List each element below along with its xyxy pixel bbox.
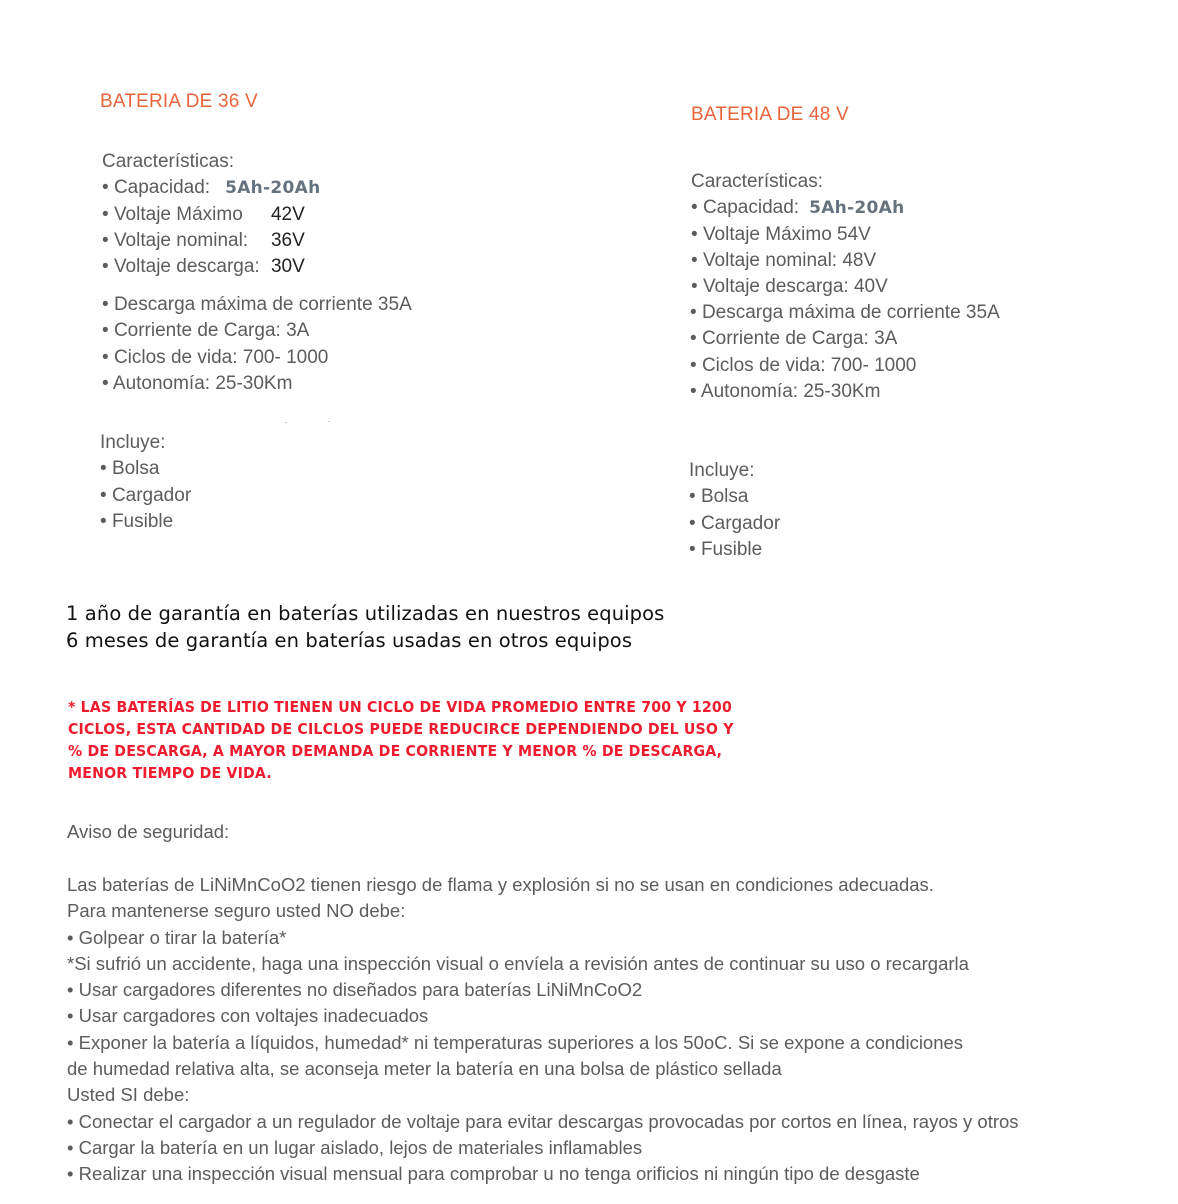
- battery-48v-features: [691, 169, 905, 300]
- stray-mark: [328, 421, 330, 422]
- warranty-notice: [66, 600, 664, 654]
- warranty-line: 1 año de garantía en baterías utilizadas en nuestros equipos: [66, 602, 665, 625]
- battery-48v-includes: [689, 458, 780, 563]
- spec-label: Capacidad:: [113, 177, 211, 199]
- spec-item: • Descarga máxima de corriente 35A: [690, 300, 1000, 326]
- safety-footnote: *Si sufrió un accidente, haga una inspección visual o envíela a revisión antes de continuar su uso o recargarla: [67, 952, 969, 974]
- features-heading: Características:: [102, 151, 234, 172]
- spec-item: • Autonomía: 25-30Km: [690, 379, 1000, 405]
- battery-36v-title: BATERIA DE 36 V: [100, 91, 258, 112]
- alert-line: CICLOS, ESTA CANTIDAD DE CILCLOS PUEDE REDUCIRCE DEPENDIENDO DEL USO Y: [68, 720, 734, 738]
- safety-heading: Aviso de seguridad:: [67, 821, 230, 842]
- include-item: • Bolsa: [100, 456, 191, 482]
- features-heading: Características:: [691, 171, 823, 192]
- must-not-item: • Usar cargadores con voltajes inadecuados: [67, 1003, 1019, 1029]
- spec-item: • Descarga máxima de corriente 35A: [102, 292, 412, 318]
- spec-value: 36V: [270, 229, 305, 251]
- spec-label: Voltaje nominal:: [113, 229, 249, 251]
- includes-heading: Incluye:: [689, 460, 755, 481]
- battery-36v-includes: [100, 430, 191, 535]
- must-item: • Realizar una inspección visual mensual para comprobar u no tenga orificios ni ningún tipo de desgaste: [67, 1161, 1019, 1187]
- alert-line: * LAS BATERÍAS DE LITIO TIENEN UN CICLO DE VIDA PROMEDIO ENTRE 700 Y 1200: [68, 698, 732, 716]
- warranty-line: 6 meses de garantía en baterías usadas en otros equipos: [66, 629, 633, 652]
- must-not-item: • Golpear o tirar la batería*: [67, 925, 1019, 951]
- spec-value: 42V: [270, 203, 305, 225]
- spec-item: • Autonomía: 25-30Km: [102, 371, 412, 397]
- spec-capacity: [102, 175, 321, 201]
- must-item: • Cargar la batería en un lugar aislado, lejos de materiales inflamables: [67, 1135, 1019, 1161]
- must-not-item: • Usar cargadores diferentes no diseñados para baterías LiNiMnCoO2: [67, 977, 1019, 1003]
- stray-mark: [285, 422, 287, 423]
- battery-48v-specs: [690, 300, 1000, 405]
- spec-item: • Corriente de Carga: 3A: [690, 326, 1000, 352]
- spec-value: 5Ah-20Ah: [225, 178, 321, 199]
- include-item: • Cargador: [100, 483, 191, 509]
- must-not-item: • Exponer la batería a líquidos, humedad* ni temperaturas superiores a los 50oC. Si se expone a condiciones: [67, 1030, 1019, 1056]
- must-heading: Usted SI debe:: [67, 1084, 190, 1106]
- spec-discharge-voltage: [102, 254, 321, 280]
- must-not-heading: Para mantenerse seguro usted NO debe:: [67, 900, 406, 922]
- spec-max-voltage: [102, 202, 321, 228]
- spec-value: 30V: [270, 256, 305, 278]
- alert-line: MENOR TIEMPO DE VIDA.: [68, 764, 272, 782]
- lithium-cycle-alert: [68, 696, 734, 784]
- spec-nominal-voltage: [102, 228, 321, 254]
- alert-line: % DE DESCARGA, A MAYOR DEMANDA DE CORRIENTE Y MENOR % DE DESCARGA,: [68, 742, 723, 760]
- include-item: • Fusible: [689, 537, 780, 563]
- spec-label: Voltaje descarga:: [113, 256, 260, 278]
- battery-36v-features: [102, 149, 321, 280]
- battery-48v-title: BATERIA DE 48 V: [691, 104, 849, 125]
- spec-item: • Ciclos de vida: 700- 1000: [690, 353, 1000, 379]
- include-item: • Cargador: [689, 511, 780, 537]
- spec-capacity: [691, 195, 905, 221]
- include-item: • Bolsa: [689, 484, 780, 510]
- includes-heading: Incluye:: [100, 432, 166, 453]
- spec-item: • Ciclos de vida: 700- 1000: [102, 345, 412, 371]
- spec-label: Voltaje Máximo: [113, 203, 243, 225]
- safety-notice: [67, 872, 1019, 1188]
- spec-item: • Voltaje descarga: 40V: [691, 274, 905, 300]
- safety-intro: Las baterías de LiNiMnCoO2 tienen riesgo de flama y explosión si no se usan en condiciones adecuadas.: [67, 874, 934, 895]
- spec-item: • Voltaje Máximo 54V: [691, 222, 905, 248]
- must-item: • Conectar el cargador a un regulador de voltaje para evitar descargas provocadas por cortos en línea, rayos y otros: [67, 1109, 1019, 1135]
- spec-value: 5Ah-20Ah: [809, 198, 905, 219]
- spec-item: • Corriente de Carga: 3A: [102, 318, 412, 344]
- battery-36v-specs: [102, 292, 412, 397]
- spec-item: • Voltaje nominal: 48V: [691, 248, 905, 274]
- include-item: • Fusible: [100, 509, 191, 535]
- must-not-item-continued: de humedad relativa alta, se aconseja meter la batería en una bolsa de plástico sellada: [67, 1058, 782, 1080]
- spec-label: Capacidad:: [702, 197, 800, 219]
